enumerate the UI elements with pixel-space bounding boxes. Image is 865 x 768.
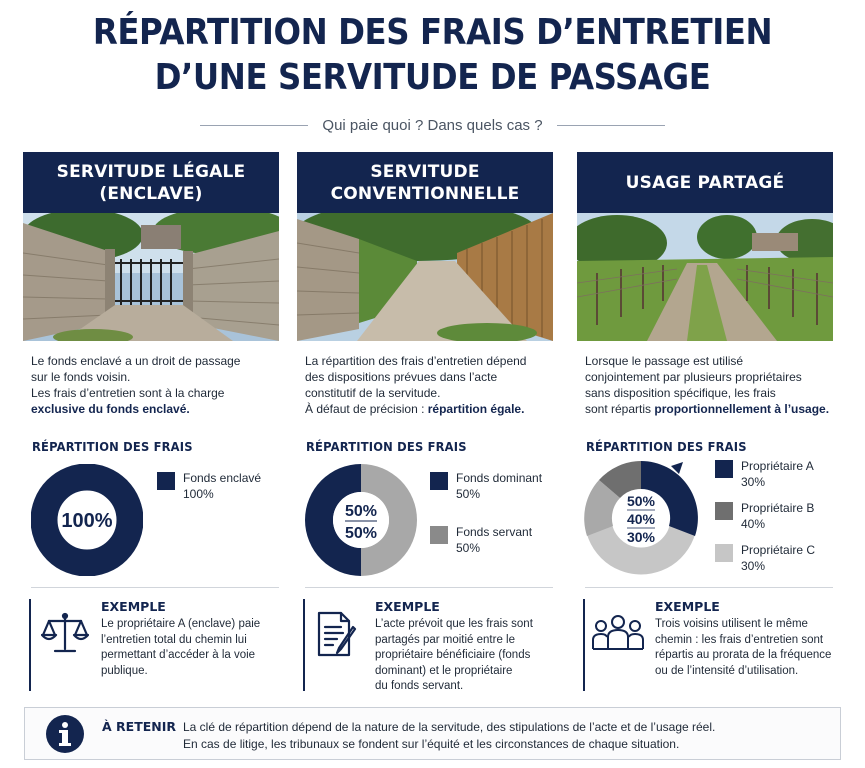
donut-label-bottom: 50%	[344, 525, 378, 542]
example-line: propriétaire bénéficiaire (fonds	[375, 649, 531, 661]
example-block	[303, 599, 553, 691]
legend-swatch	[157, 472, 175, 490]
description-line: des dispositions prévues dans l’acte	[305, 370, 498, 384]
info-icon	[45, 714, 85, 754]
description-line: constitutif de la servitude.	[305, 386, 441, 400]
donut-label-3: 30%	[626, 529, 656, 545]
example-title: EXEMPLE	[101, 599, 166, 614]
example-block	[29, 599, 279, 691]
example-line: l’entretien total du chemin lui	[101, 633, 247, 646]
page-title-line-2: D’UNE SERVITUDE DE PASSAGE	[154, 57, 711, 98]
legend-item	[157, 470, 261, 502]
example-line: partagés par moitié entre le	[375, 633, 515, 646]
legend-swatch	[715, 544, 733, 562]
column-heading-line: CONVENTIONNELLE	[330, 183, 520, 204]
subtitle-rule-right	[557, 125, 665, 126]
scales-of-justice-icon	[41, 611, 89, 655]
column-heading	[297, 152, 553, 213]
section-label: RÉPARTITION DES FRAIS	[586, 439, 747, 454]
column-heading-line: USAGE PARTAGÉ	[625, 172, 785, 193]
description-text: sont répartis	[585, 402, 655, 416]
description-line: Le fonds enclavé a un droit de passage	[31, 354, 241, 368]
legend-label: Propriétaire B	[741, 501, 815, 515]
divider	[585, 587, 833, 588]
donut-center-label: 100%	[61, 510, 113, 532]
description-line: conjointement par plusieurs propriétaires	[585, 370, 802, 384]
example-line: ou de l’intensité d’utilisation.	[655, 664, 799, 677]
legend-label: Fonds dominant	[456, 471, 543, 485]
example-line: Le propriétaire A (enclave) paie	[101, 618, 261, 630]
country-track-through-fields-photo	[577, 213, 833, 341]
legend-label: Propriétaire C	[741, 543, 816, 557]
description-line: Lorsque le passage est utilisé	[585, 354, 744, 368]
example-block	[583, 599, 833, 691]
legend-item	[430, 470, 542, 502]
legend-item	[430, 524, 542, 556]
section-label: RÉPARTITION DES FRAIS	[306, 439, 467, 454]
example-line: L’acte prévoit que les frais sont	[375, 618, 533, 630]
column-description	[23, 353, 279, 417]
column-description	[297, 353, 553, 417]
description-emphasis: proportionnellement à l’usage.	[654, 402, 830, 416]
legend-value: 50%	[456, 487, 481, 501]
legend-value: 30%	[741, 475, 766, 489]
subtitle-row	[0, 114, 865, 136]
legend-swatch	[715, 460, 733, 478]
example-line: publique.	[101, 664, 148, 677]
stone-walls-with-iron-gate-photo	[23, 213, 279, 341]
section-label: RÉPARTITION DES FRAIS	[32, 439, 193, 454]
subtitle: Qui paie quoi ? Dans quels cas ?	[322, 116, 543, 134]
legend-value: 40%	[741, 517, 766, 531]
example-line: du fonds servant.	[375, 680, 464, 692]
legend-label: Fonds servant	[456, 525, 533, 539]
retain-text-line: En cas de litige, les tribunaux se fondent sur l’équité et les circonstances de chaque situation.	[183, 737, 680, 751]
subtitle-rule-left	[200, 125, 308, 126]
donut-chart	[31, 464, 143, 576]
donut-label-1: 50%	[626, 493, 656, 509]
description-line: Les frais d’entretien sont à la charge	[31, 386, 225, 400]
path-between-wall-and-fence-photo	[297, 213, 553, 341]
legend	[715, 458, 815, 592]
legend-label: Fonds enclavé	[183, 471, 262, 485]
description-line	[305, 401, 553, 417]
divider	[31, 587, 279, 588]
legend-item	[715, 542, 815, 574]
example-line: Trois voisins utilisent le même	[655, 618, 808, 630]
example-line: chemin : les frais d’entretien sont	[655, 633, 824, 646]
page-title-line-1: RÉPARTITION DES FRAIS D’ENTRETIEN	[92, 12, 773, 53]
legend-value: 30%	[741, 559, 766, 573]
example-line: permettant d’accéder à la voie	[101, 649, 256, 661]
column-heading	[23, 152, 279, 213]
example-text	[375, 617, 555, 695]
description-line: sur le fonds voisin.	[31, 370, 131, 384]
example-text	[101, 617, 281, 679]
legend-swatch	[430, 526, 448, 544]
retain-text-line: La clé de répartition dépend de la nature de la servitude, des stipulations de l’acte et de l’usage réel.	[183, 720, 716, 734]
example-title: EXEMPLE	[375, 599, 440, 614]
document-with-pen-icon	[315, 611, 359, 659]
legend-item	[715, 500, 815, 532]
column-heading-line: SERVITUDE LÉGALE	[56, 161, 246, 182]
legend-value: 50%	[456, 541, 481, 555]
divider	[305, 587, 553, 588]
legend-swatch	[430, 472, 448, 490]
legend-swatch	[715, 502, 733, 520]
legend	[430, 470, 542, 574]
description-emphasis: répartition égale.	[427, 402, 525, 416]
column-servitude-legale	[23, 152, 279, 677]
description-line: La répartition des frais d’entretien dépend	[305, 354, 527, 368]
legend	[157, 470, 261, 520]
legend-item	[715, 458, 815, 490]
page-title	[43, 10, 822, 100]
description-line: sans disposition spécifique, les frais	[585, 386, 776, 400]
column-usage-partage	[577, 152, 833, 677]
donut-chart	[583, 460, 699, 576]
column-description	[577, 353, 833, 417]
legend-label: Propriétaire A	[741, 459, 814, 473]
description-line	[585, 401, 833, 417]
column-heading-line: SERVITUDE	[370, 161, 480, 182]
column-servitude-conventionnelle	[297, 152, 553, 692]
donut-label-top: 50%	[344, 503, 378, 520]
example-line: répartis au prorata de la fréquence	[655, 649, 832, 661]
column-heading-line: (ENCLAVE)	[99, 183, 203, 204]
legend-value: 100%	[183, 487, 214, 501]
example-text	[655, 617, 835, 679]
donut-label-2: 40%	[626, 511, 656, 527]
description-emphasis: exclusive du fonds enclavé.	[31, 402, 190, 416]
column-heading	[577, 152, 833, 213]
group-of-people-icon	[591, 613, 645, 653]
example-line: dominant) et le propriétaire	[375, 664, 513, 677]
retain-box	[24, 707, 841, 760]
description-text: À défaut de précision :	[305, 402, 428, 416]
example-title: EXEMPLE	[655, 599, 720, 614]
donut-chart	[305, 464, 417, 576]
retain-title: À RETENIR	[102, 719, 176, 734]
